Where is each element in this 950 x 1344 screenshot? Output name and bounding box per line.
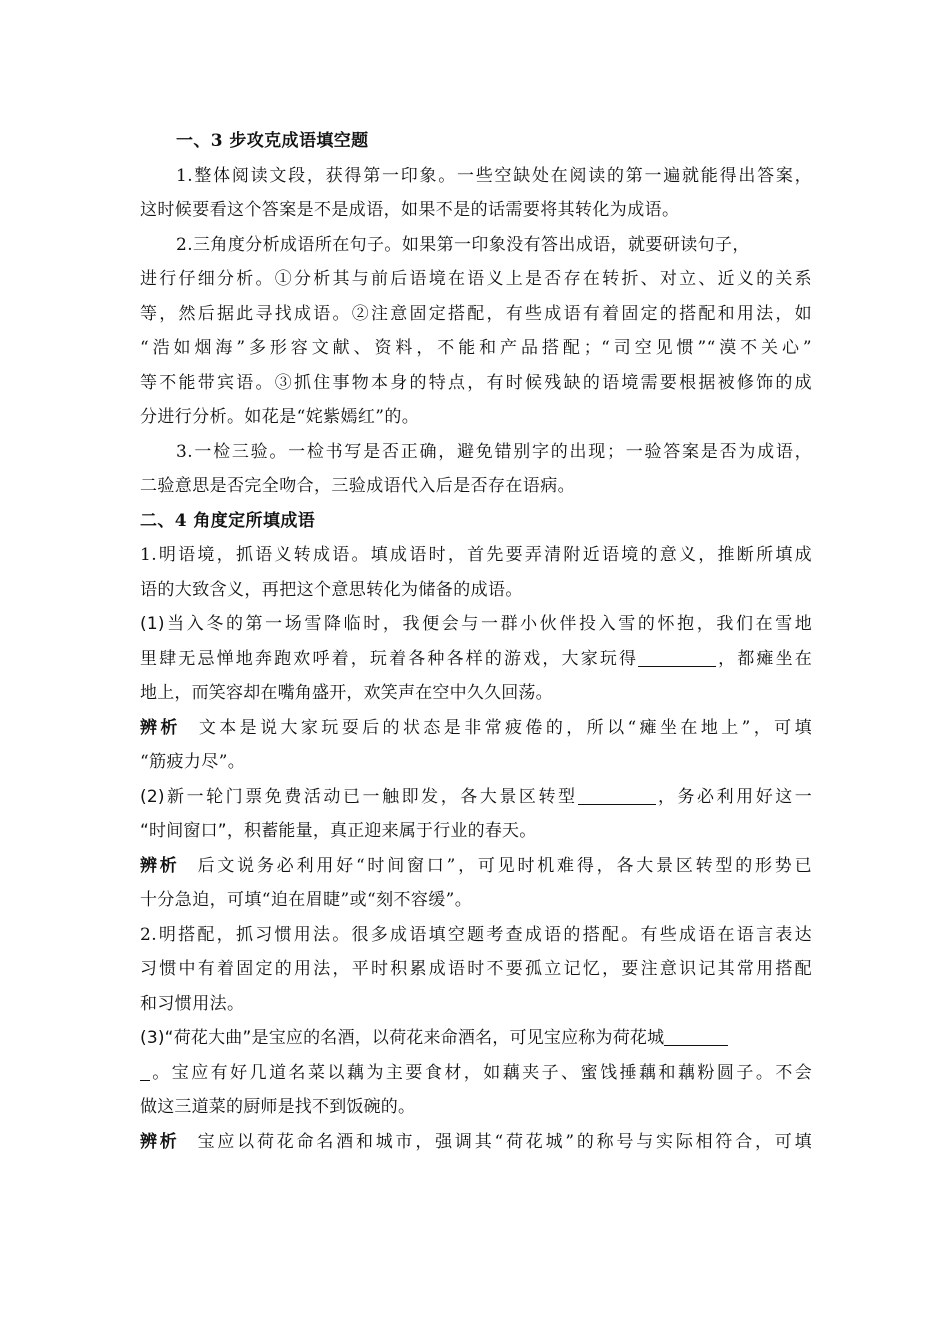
text-line: 里肆无忌惮地奔跑欢呼着，玩着各种各样的游戏，大家玩得 ，都瘫坐在 [140, 648, 813, 669]
text-line: 辨析 文本是说大家玩耍后的状态是非常疲倦的，所以“瘫坐在地上”，可填 [140, 717, 812, 738]
text-line: 等不能带宾语。③抓住事物本身的特点，有时候残缺的语境需要根据被修饰的成 [140, 372, 812, 393]
section-1-heading: 一、3 步攻克成语填空题 [176, 131, 369, 151]
example-3 [140, 1021, 812, 1125]
analysis-label: 辨析 [140, 855, 180, 876]
text-line: 十分急迫，可填“迫在眉睫”或“刻不容缓”。 [140, 890, 473, 910]
text-line: 地上，而笑容却在嘴角盛开，欢笑声在空中久久回荡。 [140, 683, 553, 703]
text-line: 辨析 后文说务必利用好“时间窗口”，可见时机难得，各大景区转型的形势已 [140, 855, 812, 876]
example-2 [140, 780, 812, 849]
text-line: 习惯中有着固定的用法，平时积累成语时不要孤立记忆，要注意识记其常用搭配 [140, 959, 812, 979]
answer-blank [638, 665, 716, 667]
example-1 [140, 607, 812, 711]
analysis-label: 辨析 [140, 1131, 180, 1152]
text-line: 等，然后据此寻找成语。②注意固定搭配，有些成语有着固定的搭配和用法，如 [140, 303, 812, 324]
text-line: (3)“荷花大曲”是宝应的名酒，以荷花来命酒名，可见宝应称为荷花城 [140, 1021, 812, 1056]
text-line: 2.三角度分析成语所在句子。如果第一印象没有答出成语，就要研读句子， [176, 234, 750, 255]
section-1-paragraph-2 [140, 228, 812, 435]
analysis-3 [140, 1125, 812, 1160]
analysis-label: 辨析 [140, 717, 181, 738]
text-line: 。宝应有好几道名菜以藕为主要食材，如藕夹子、蜜饯捶藕和藕粉圆子。不会 [140, 1056, 812, 1091]
text-line: 二验意思是否完全吻合，三验成语代入后是否存在语病。 [140, 476, 575, 496]
text-line: 辨析 宝应以荷花命名酒和城市，强调其“荷花城”的称号与实际相符合，可填 [140, 1131, 812, 1152]
section-2-heading: 二、4 角度定所填成语 [140, 510, 316, 531]
text-line: 1.整体阅读文段，获得第一印象。一些空缺处在阅读的第一遍就能得出答案， [176, 165, 812, 186]
text-line: “筋疲力尽”。 [140, 752, 246, 772]
text-line: 语的大致含义，再把这个意思转化为储备的成语。 [140, 579, 523, 600]
text-line: 分进行分析。如花是“姹紫嫣红”的。 [140, 407, 420, 427]
analysis-1 [140, 711, 812, 780]
text-line: 这时候要看这个答案是不是成语，如果不是的话需要将其转化为成语。 [140, 200, 680, 220]
text-line: 进行仔细分析。①分析其与前后语境在语义上是否存在转折、对立、近义的关系 [140, 269, 812, 289]
text-line: (2)新一轮门票免费活动已一触即发，各大景区转型 ，务必利用好这一 [140, 786, 812, 807]
text-line: “时间窗口”，积蓄能量，真正迎来属于行业的春天。 [140, 821, 537, 841]
text-line: 1.明语境，抓语义转成语。填成语时，首先要弄清附近语境的意义，推断所填成 [140, 545, 812, 565]
text-line: “浩如烟海”多形容文献、资料，不能和产品搭配；“司空见惯”“漠不关心” [140, 338, 812, 358]
text-line: 和习惯用法。 [140, 993, 245, 1014]
answer-blank [578, 803, 656, 805]
text-line: 3.一检三验。一检书写是否正确，避免错别字的出现；一验答案是否为成语， [176, 441, 812, 462]
section-1-paragraph-1 [140, 159, 812, 228]
text-line: 做这三道菜的厨师是找不到饭碗的。 [140, 1097, 416, 1117]
analysis-2 [140, 849, 812, 918]
section-2-paragraph-1 [140, 538, 812, 607]
answer-blank [664, 1044, 728, 1046]
answer-blank [140, 1079, 150, 1081]
text-line: 2.明搭配，抓习惯用法。很多成语填空题考查成语的搭配。有些成语在语言表达 [140, 924, 812, 945]
document-page [140, 124, 812, 1159]
section-2-paragraph-2 [140, 918, 812, 1022]
section-1-paragraph-3 [140, 435, 812, 504]
text-line: (1)当入冬的第一场雪降临时，我便会与一群小伙伴投入雪的怀抱，我们在雪地 [140, 614, 812, 634]
